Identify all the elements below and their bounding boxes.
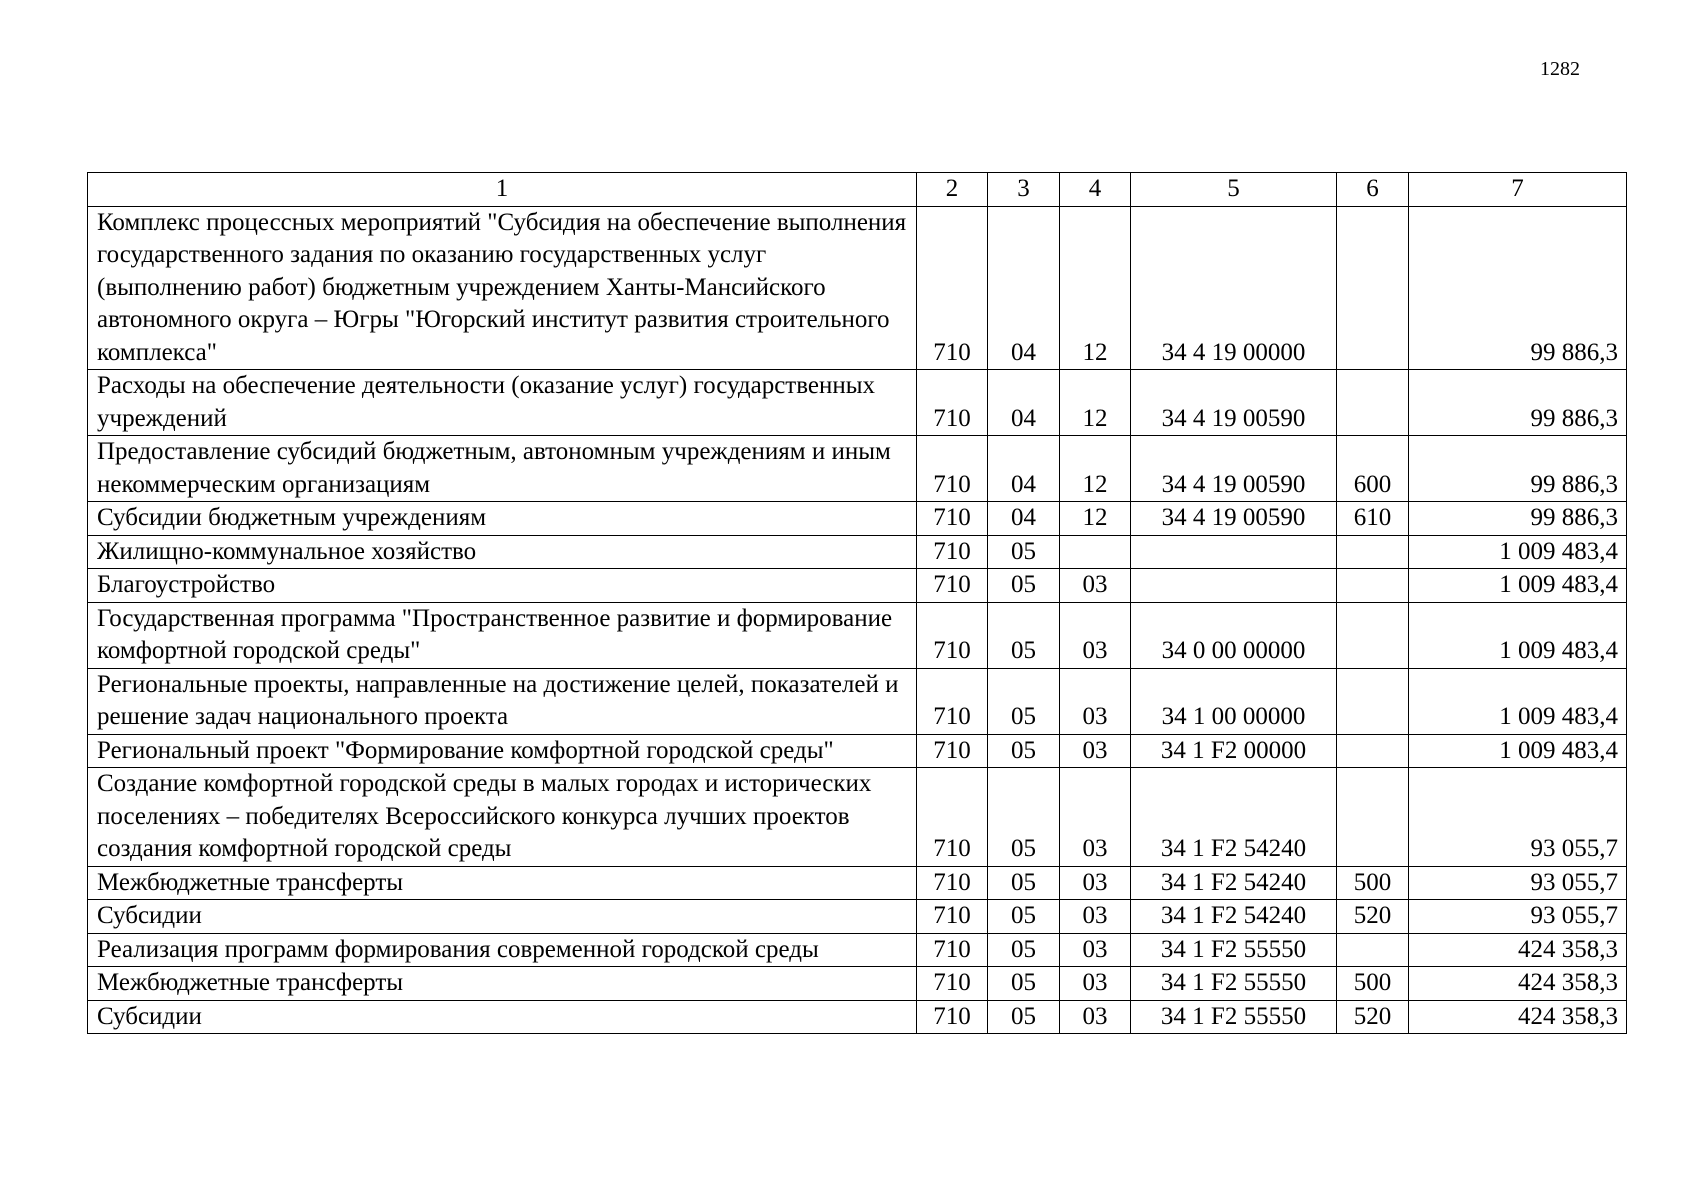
row-code-5-cell: 34 4 19 00000	[1131, 206, 1337, 370]
table-row	[88, 734, 1627, 768]
table-row	[88, 668, 1627, 734]
row-code-3-cell: 05	[988, 1000, 1060, 1034]
table-row	[88, 866, 1627, 900]
table-body	[88, 206, 1627, 1034]
row-code-3-cell: 05	[988, 668, 1060, 734]
row-code-4-cell: 12	[1060, 502, 1131, 536]
row-name-cell: Расходы на обеспечение деятельности (оказание услуг) государственных учреждений	[88, 370, 917, 436]
row-amount-cell: 1 009 483,4	[1409, 734, 1627, 768]
row-amount-cell: 1 009 483,4	[1409, 569, 1627, 603]
row-code-4-cell: 03	[1060, 602, 1131, 668]
row-code-2-cell: 710	[917, 933, 988, 967]
row-amount-cell: 93 055,7	[1409, 768, 1627, 867]
row-code-2-cell: 710	[917, 569, 988, 603]
row-code-4-cell: 03	[1060, 734, 1131, 768]
row-code-4-cell: 03	[1060, 668, 1131, 734]
row-code-6-cell: 600	[1337, 436, 1409, 502]
row-code-2-cell: 710	[917, 866, 988, 900]
row-code-3-cell: 05	[988, 900, 1060, 934]
row-code-2-cell: 710	[917, 502, 988, 536]
row-code-3-cell: 05	[988, 768, 1060, 867]
table-row	[88, 535, 1627, 569]
row-code-2-cell: 710	[917, 1000, 988, 1034]
row-code-6-cell: 610	[1337, 502, 1409, 536]
row-code-4-cell: 12	[1060, 370, 1131, 436]
table-row	[88, 206, 1627, 370]
row-code-6-cell: 520	[1337, 900, 1409, 934]
row-name-cell: Субсидии	[88, 900, 917, 934]
row-code-4-cell: 12	[1060, 436, 1131, 502]
row-amount-cell: 93 055,7	[1409, 900, 1627, 934]
header-cell-5: 5	[1131, 173, 1337, 207]
row-amount-cell: 424 358,3	[1409, 1000, 1627, 1034]
table-row	[88, 933, 1627, 967]
row-code-5-cell	[1131, 569, 1337, 603]
row-code-4-cell: 03	[1060, 967, 1131, 1001]
header-cell-6: 6	[1337, 173, 1409, 207]
table-row	[88, 768, 1627, 867]
table-row	[88, 502, 1627, 536]
row-code-4-cell	[1060, 535, 1131, 569]
row-code-6-cell	[1337, 602, 1409, 668]
row-code-2-cell: 710	[917, 734, 988, 768]
row-code-5-cell: 34 4 19 00590	[1131, 502, 1337, 536]
row-code-2-cell: 710	[917, 967, 988, 1001]
row-code-3-cell: 04	[988, 502, 1060, 536]
row-code-6-cell: 520	[1337, 1000, 1409, 1034]
row-name-cell: Комплекс процессных мероприятий "Субсидия на обеспечение выполнения государственного задания по оказанию государственных услуг (выполнению работ) бюджетным учреждением Ханты-Мансийского автономного округа – Югры "Югорский институт развития строительного комплекса"	[88, 206, 917, 370]
row-amount-cell: 99 886,3	[1409, 436, 1627, 502]
row-code-6-cell: 500	[1337, 967, 1409, 1001]
row-name-cell: Региональный проект "Формирование комфортной городской среды"	[88, 734, 917, 768]
row-code-5-cell: 34 1 F2 00000	[1131, 734, 1337, 768]
row-code-4-cell: 03	[1060, 933, 1131, 967]
row-code-2-cell: 710	[917, 602, 988, 668]
row-code-3-cell: 05	[988, 535, 1060, 569]
row-name-cell: Благоустройство	[88, 569, 917, 603]
row-code-5-cell: 34 1 F2 55550	[1131, 1000, 1337, 1034]
budget-table	[87, 172, 1627, 1034]
table-row	[88, 569, 1627, 603]
row-code-5-cell	[1131, 535, 1337, 569]
row-code-6-cell	[1337, 206, 1409, 370]
row-code-6-cell	[1337, 768, 1409, 867]
header-cell-2: 2	[917, 173, 988, 207]
row-code-5-cell: 34 1 F2 55550	[1131, 967, 1337, 1001]
row-code-2-cell: 710	[917, 668, 988, 734]
row-code-4-cell: 03	[1060, 900, 1131, 934]
row-code-5-cell: 34 4 19 00590	[1131, 436, 1337, 502]
table-row	[88, 1000, 1627, 1034]
row-code-6-cell: 500	[1337, 866, 1409, 900]
row-code-2-cell: 710	[917, 535, 988, 569]
row-amount-cell: 1 009 483,4	[1409, 602, 1627, 668]
row-code-3-cell: 05	[988, 602, 1060, 668]
row-code-6-cell	[1337, 569, 1409, 603]
row-name-cell: Государственная программа "Пространственное развитие и формирование комфортной городской среды"	[88, 602, 917, 668]
row-code-3-cell: 05	[988, 967, 1060, 1001]
row-name-cell: Субсидии	[88, 1000, 917, 1034]
row-code-3-cell: 05	[988, 866, 1060, 900]
row-code-5-cell: 34 4 19 00590	[1131, 370, 1337, 436]
row-code-5-cell: 34 1 00 00000	[1131, 668, 1337, 734]
row-code-6-cell	[1337, 668, 1409, 734]
row-amount-cell: 1 009 483,4	[1409, 535, 1627, 569]
row-code-5-cell: 34 0 00 00000	[1131, 602, 1337, 668]
row-code-4-cell: 03	[1060, 866, 1131, 900]
row-code-3-cell: 04	[988, 436, 1060, 502]
row-amount-cell: 99 886,3	[1409, 206, 1627, 370]
row-amount-cell: 424 358,3	[1409, 967, 1627, 1001]
row-code-2-cell: 710	[917, 206, 988, 370]
row-code-2-cell: 710	[917, 436, 988, 502]
row-name-cell: Реализация программ формирования современной городской среды	[88, 933, 917, 967]
row-code-4-cell: 03	[1060, 569, 1131, 603]
row-code-4-cell: 03	[1060, 1000, 1131, 1034]
row-code-3-cell: 04	[988, 370, 1060, 436]
row-code-5-cell: 34 1 F2 54240	[1131, 866, 1337, 900]
table-row	[88, 436, 1627, 502]
row-code-6-cell	[1337, 370, 1409, 436]
row-code-3-cell: 05	[988, 569, 1060, 603]
row-code-6-cell	[1337, 734, 1409, 768]
row-name-cell: Межбюджетные трансферты	[88, 866, 917, 900]
row-code-2-cell: 710	[917, 900, 988, 934]
header-cell-3: 3	[988, 173, 1060, 207]
row-name-cell: Межбюджетные трансферты	[88, 967, 917, 1001]
table-row	[88, 900, 1627, 934]
row-code-6-cell	[1337, 535, 1409, 569]
table-row	[88, 602, 1627, 668]
row-code-3-cell: 05	[988, 933, 1060, 967]
row-code-3-cell: 05	[988, 734, 1060, 768]
table-row	[88, 370, 1627, 436]
row-code-3-cell: 04	[988, 206, 1060, 370]
row-code-2-cell: 710	[917, 768, 988, 867]
header-row	[88, 173, 1627, 207]
row-amount-cell: 424 358,3	[1409, 933, 1627, 967]
row-name-cell: Предоставление субсидий бюджетным, автономным учреждениям и иным некоммерческим организациям	[88, 436, 917, 502]
row-name-cell: Жилищно-коммунальное хозяйство	[88, 535, 917, 569]
table-row	[88, 967, 1627, 1001]
row-amount-cell: 1 009 483,4	[1409, 668, 1627, 734]
row-name-cell: Создание комфортной городской среды в малых городах и исторических поселениях – победителях Всероссийского конкурса лучших проектов создания комфортной городской среды	[88, 768, 917, 867]
row-code-6-cell	[1337, 933, 1409, 967]
row-code-5-cell: 34 1 F2 55550	[1131, 933, 1337, 967]
row-code-5-cell: 34 1 F2 54240	[1131, 900, 1337, 934]
header-cell-1: 1	[88, 173, 917, 207]
row-name-cell: Субсидии бюджетным учреждениям	[88, 502, 917, 536]
row-code-5-cell: 34 1 F2 54240	[1131, 768, 1337, 867]
header-cell-7: 7	[1409, 173, 1627, 207]
page-number: 1282	[1540, 58, 1580, 80]
row-name-cell: Региональные проекты, направленные на достижение целей, показателей и решение задач национального проекта	[88, 668, 917, 734]
row-code-4-cell: 03	[1060, 768, 1131, 867]
header-cell-4: 4	[1060, 173, 1131, 207]
row-amount-cell: 99 886,3	[1409, 370, 1627, 436]
row-amount-cell: 99 886,3	[1409, 502, 1627, 536]
row-code-4-cell: 12	[1060, 206, 1131, 370]
row-amount-cell: 93 055,7	[1409, 866, 1627, 900]
row-code-2-cell: 710	[917, 370, 988, 436]
